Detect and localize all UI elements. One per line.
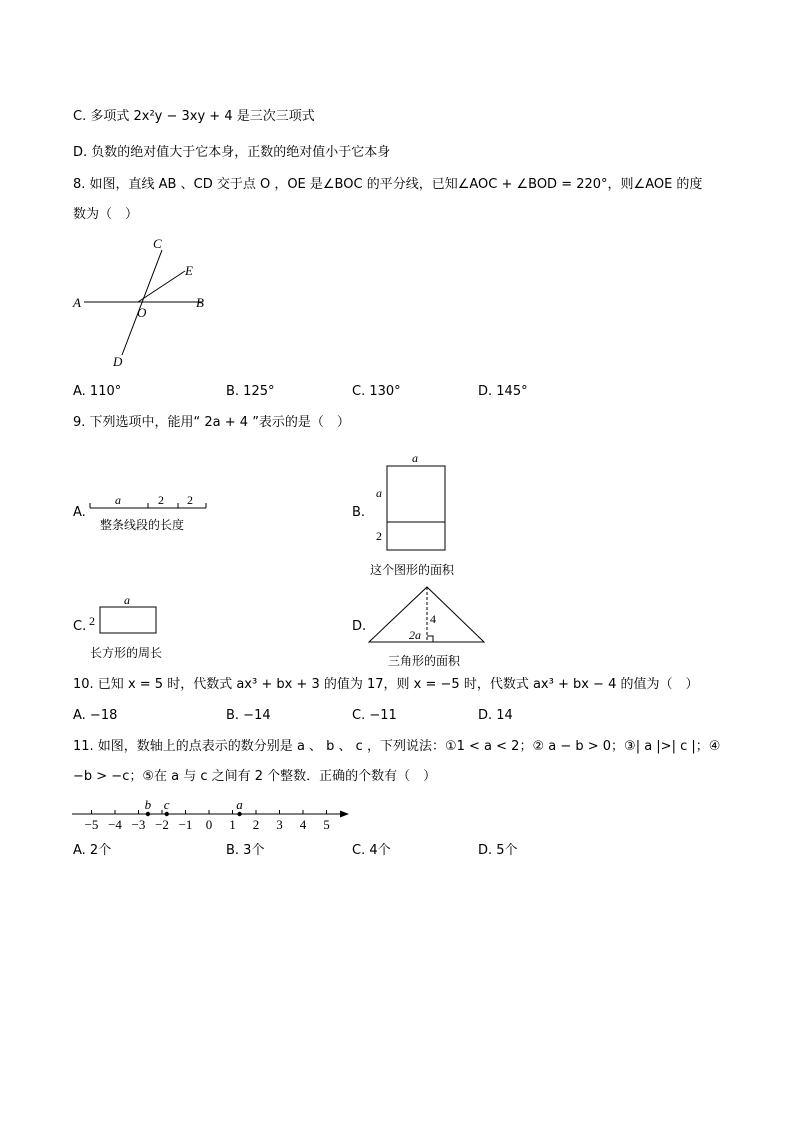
q10-option-a: A. −18 xyxy=(73,708,118,723)
tri-base-label: 2a xyxy=(409,628,421,642)
point-a xyxy=(237,812,241,816)
point-b xyxy=(146,812,150,816)
number-line-arrow xyxy=(340,811,349,818)
rect-c-side-label: 2 xyxy=(89,614,95,628)
q7-option-c: C. 多项式 2x²y − 3xy + 4 是三次三项式 xyxy=(73,109,315,124)
point-c xyxy=(165,812,169,816)
q9a-segment-figure xyxy=(86,488,211,518)
tick-label: −1 xyxy=(178,817,193,832)
q8-option-a: A. 110° xyxy=(73,384,122,399)
tick-label: 5 xyxy=(323,817,330,832)
label-o: O xyxy=(137,305,147,320)
label-b: B xyxy=(196,295,204,310)
q8-option-c: C. 130° xyxy=(352,384,401,399)
rect-top-label: a xyxy=(412,451,418,465)
q11-stem-line2: −b > −c；⑤在 a 与 c 之间有 2 个整数．正确的个数有（ ） xyxy=(73,769,437,784)
q10-stem: 10. 已知 x = 5 时，代数式 ax³ + bx + 3 的值为 17，则 x = −5 时，代数式 ax³ + bx − 4 的值为（ ） xyxy=(73,677,699,692)
label-d: D xyxy=(113,354,123,369)
ray-oe xyxy=(138,271,185,302)
q9-option-a-letter: A. xyxy=(73,505,86,520)
q8-stem-line2: 数为（ ） xyxy=(73,207,139,222)
q9-stem: 9. 下列选项中，能用“ 2a + 4 ”表示的是（ ） xyxy=(73,415,350,430)
tri-height-label: 4 xyxy=(430,612,436,626)
point-label-a: a xyxy=(236,797,243,812)
point-label-b: b xyxy=(144,797,152,812)
label-c: C xyxy=(153,236,162,251)
q9c-caption: 长方形的周长 xyxy=(90,646,163,660)
tick-label: 1 xyxy=(229,817,236,832)
q9-option-d-letter: D. xyxy=(352,619,367,634)
q11-stem-line1: 11. 如图，数轴上的点表示的数分别是 a 、 b 、 c ，下列说法：①1 < a < 2；② a − b > 0；③| a |>| c |；④ xyxy=(73,739,721,754)
tick-label: −3 xyxy=(131,817,146,832)
q9d-triangle-figure xyxy=(366,582,488,648)
q9-option-c-letter: C. xyxy=(73,619,87,634)
label-e: E xyxy=(185,263,193,278)
seg-label-2a: 2 xyxy=(158,493,164,507)
q9-option-b-letter: B. xyxy=(352,505,366,520)
tick-label: 2 xyxy=(252,817,260,832)
q8-option-d: D. 145° xyxy=(478,384,528,399)
tick-label: −4 xyxy=(108,817,122,832)
q9c-rectangle-figure xyxy=(86,593,166,638)
q10-option-c: C. −11 xyxy=(352,708,397,723)
tick-label: −2 xyxy=(155,817,169,832)
tick-label: 3 xyxy=(276,817,283,832)
q9a-caption: 整条线段的长度 xyxy=(100,518,185,532)
q9b-rectangle-figure xyxy=(370,450,455,555)
q9d-caption: 三角形的面积 xyxy=(388,654,461,668)
tick-label: 0 xyxy=(205,817,213,832)
q10-option-b: B. −14 xyxy=(226,708,271,723)
label-a: A xyxy=(73,295,81,310)
q11-number-line xyxy=(70,796,355,836)
seg-label-a: a xyxy=(115,493,121,507)
tick-label: 4 xyxy=(299,817,307,832)
point-label-c: c xyxy=(163,797,170,812)
q7-option-d: D. 负数的绝对值大于它本身，正数的绝对值小于它本身 xyxy=(73,145,391,160)
rect-bottom-label: 2 xyxy=(376,529,382,543)
tick-label: −5 xyxy=(84,817,99,832)
rect-c-top-label: a xyxy=(124,593,130,607)
q8-stem-line1: 8. 如图，直线 AB 、CD 交于点 O ，OE 是∠BOC 的平分线，已知∠AOC + ∠BOD = 220°，则∠AOE 的度 xyxy=(73,177,703,192)
rect-side-label: a xyxy=(376,486,382,500)
q9b-caption: 这个图形的面积 xyxy=(370,563,455,577)
q11-option-a: A. 2个 xyxy=(73,843,112,858)
q8-option-b: B. 125° xyxy=(226,384,275,399)
q10-option-d: D. 14 xyxy=(478,708,513,723)
q11-option-d: D. 5个 xyxy=(478,843,518,858)
q11-option-c: C. 4个 xyxy=(352,843,391,858)
q8-angle-figure xyxy=(70,235,220,370)
seg-label-2b: 2 xyxy=(187,493,193,507)
q11-option-b: B. 3个 xyxy=(226,843,265,858)
